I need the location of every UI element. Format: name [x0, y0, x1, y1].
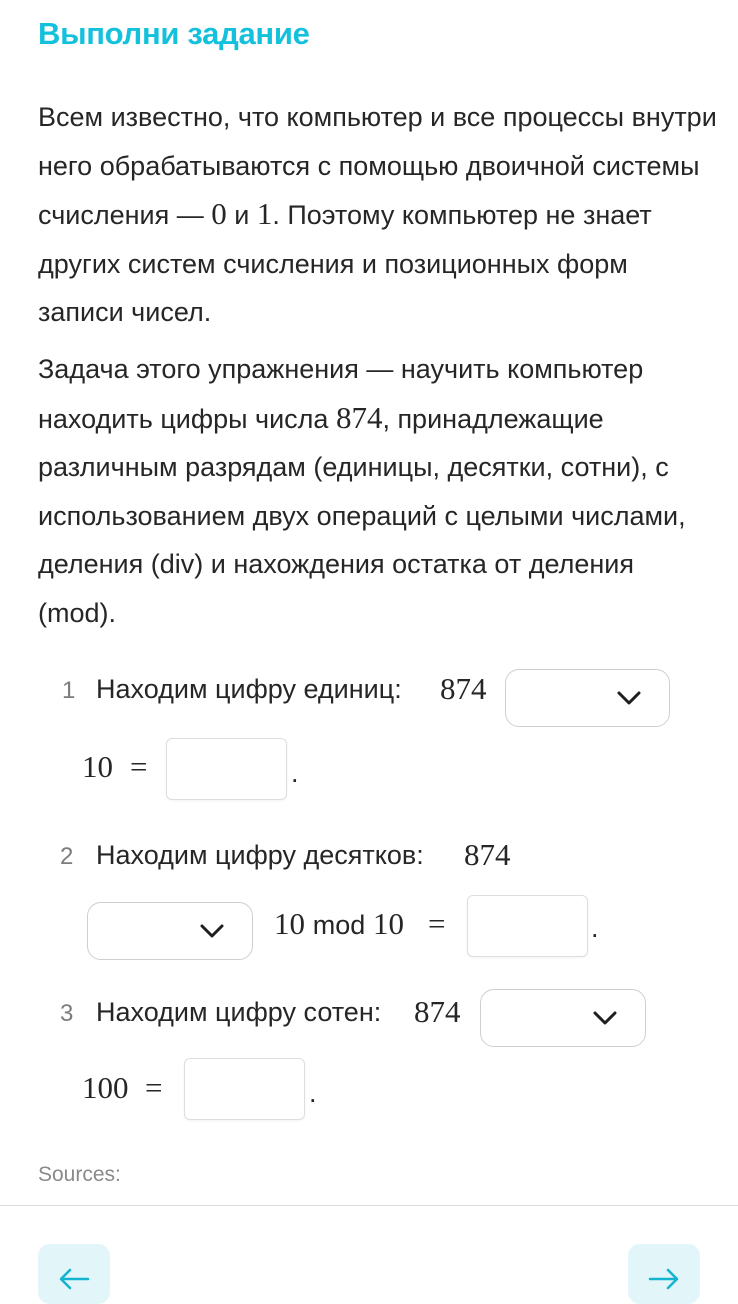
- task-label: Находим цифру десятков:: [96, 840, 424, 870]
- intro-text: Задача этого упражнения — научить компьютер находить цифры числа: [38, 354, 644, 434]
- equals-sign: =: [428, 906, 446, 941]
- task-divisor: 100: [82, 1070, 129, 1105]
- intro-text: Всем известно, что компьютер и все процессы внутри него обрабатываются с помощью двоичной системы счисления —: [38, 102, 717, 230]
- operation-select[interactable]: [480, 989, 646, 1047]
- mod-expression: [274, 906, 404, 942]
- mod-operand: 10: [274, 906, 305, 941]
- intro-text: , принадлежащие различным разрядам (единицы, десятки, сотни), с использованием двух операций с целыми числами, деления (div) и нахождения остатка от деления (mod).: [38, 403, 686, 628]
- chevron-down-icon: [617, 691, 641, 705]
- task-value: 874: [414, 994, 461, 1029]
- chevron-down-icon: [200, 924, 224, 938]
- mod-operand: 10: [373, 906, 405, 941]
- math-one: 1: [256, 196, 273, 231]
- arrow-right-icon: [648, 1268, 680, 1290]
- sources-label: Sources:: [38, 1163, 121, 1186]
- operation-select[interactable]: [87, 902, 253, 960]
- answer-input[interactable]: [467, 895, 588, 957]
- period: .: [291, 758, 299, 788]
- math-number: 874: [335, 399, 383, 435]
- equals-sign: =: [130, 749, 148, 784]
- intro-text: . Поэтому компьютер не знает других систем счисления и позиционных форм записи чисел.: [38, 200, 652, 327]
- intro-paragraph-1: [38, 93, 718, 337]
- next-button[interactable]: [628, 1244, 700, 1304]
- intro-paragraph-2: [38, 345, 718, 637]
- task-value: 874: [440, 671, 487, 706]
- page-title: Выполни задание: [38, 16, 310, 51]
- task-divisor: 10: [82, 749, 113, 784]
- task-number: 1: [62, 677, 76, 704]
- task-number: 2: [60, 843, 74, 870]
- prev-button[interactable]: [38, 1244, 110, 1304]
- chevron-down-icon: [593, 1011, 617, 1025]
- math-zero: 0: [211, 196, 227, 231]
- arrow-left-icon: [58, 1268, 90, 1290]
- task-label: Находим цифру единиц:: [96, 674, 402, 704]
- task-label: Находим цифру сотен:: [96, 997, 382, 1027]
- operation-select[interactable]: [505, 669, 670, 727]
- mod-operator: mod: [312, 910, 366, 940]
- divider: [0, 1205, 738, 1206]
- task-value: 874: [464, 837, 511, 872]
- period: .: [309, 1078, 317, 1108]
- period: .: [591, 913, 599, 943]
- equals-sign: =: [145, 1070, 163, 1105]
- answer-input[interactable]: [166, 738, 287, 800]
- task-number: 3: [60, 1000, 74, 1027]
- intro-text: и: [226, 200, 257, 230]
- answer-input[interactable]: [184, 1058, 305, 1120]
